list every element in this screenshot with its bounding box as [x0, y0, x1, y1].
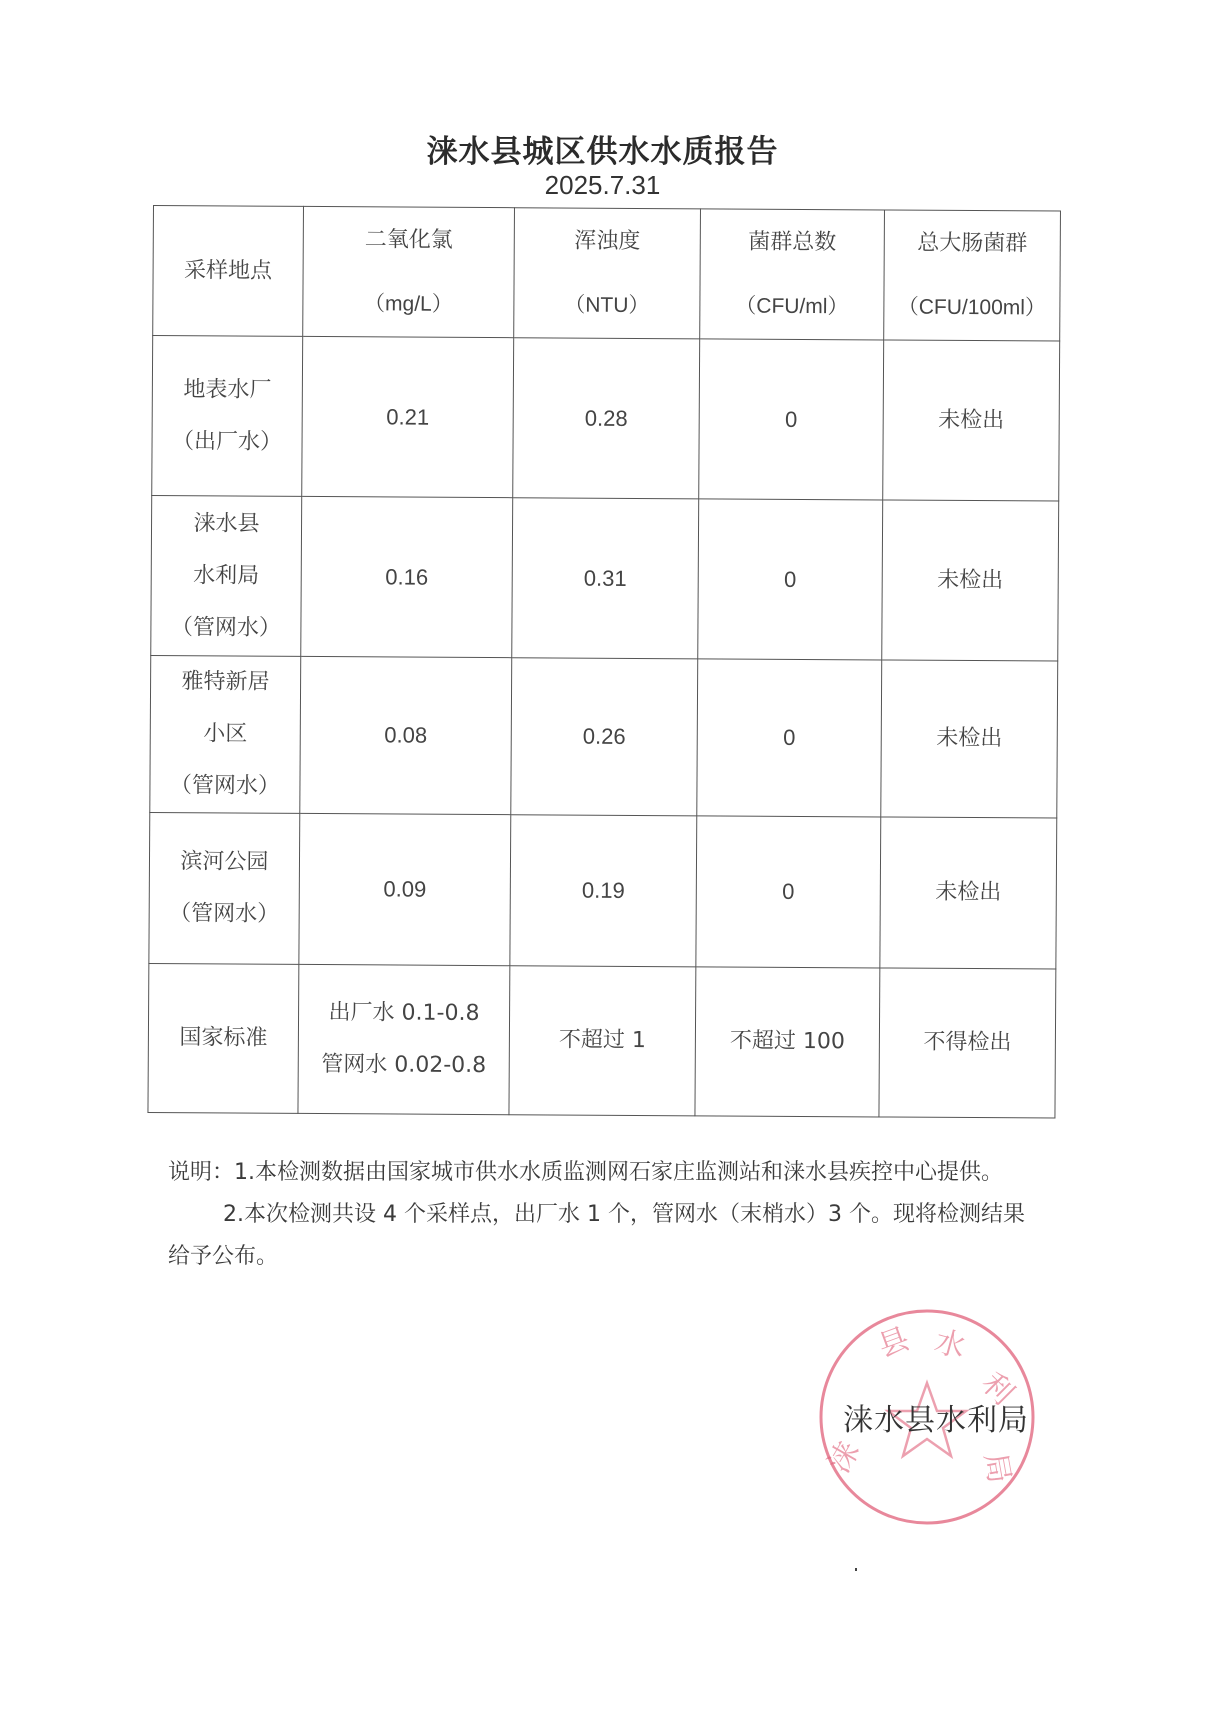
svg-text:水: 水	[930, 1323, 969, 1366]
header-unit: （CFU/ml）	[735, 294, 849, 318]
table-row	[152, 336, 1060, 502]
svg-text:局: 局	[977, 1450, 1017, 1486]
chlorine-dioxide-value: 0.09	[299, 813, 511, 965]
header-coliform	[884, 210, 1061, 341]
total-bacteria-value: 0	[699, 339, 884, 500]
svg-text:县: 县	[873, 1321, 914, 1365]
location-cell: 涞水县 水利局 （管网水）	[151, 495, 302, 656]
header-unit: （CFU/100ml）	[897, 295, 1047, 319]
total-bacteria-value: 0	[696, 816, 881, 968]
location-cell: 地表水厂 （出厂水）	[152, 336, 303, 497]
header-name: 菌群总数	[748, 229, 837, 255]
standard-coliform: 不得检出	[879, 968, 1056, 1118]
notes-section	[168, 1152, 1038, 1278]
standard-label: 国家标准	[148, 963, 299, 1113]
issuer-signature: 涞水县水利局	[843, 1403, 1029, 1438]
header-chlorine-dioxide	[303, 206, 515, 337]
svg-text:利: 利	[974, 1365, 1021, 1412]
standard-turbidity: 不超过 1	[509, 966, 696, 1116]
svg-text:涞: 涞	[821, 1435, 867, 1479]
table-header-row	[153, 206, 1061, 342]
total-bacteria-value: 0	[697, 659, 882, 817]
coliform-value: 未检出	[882, 500, 1059, 661]
water-quality-table	[147, 205, 1061, 1119]
chlorine-dioxide-value: 0.21	[302, 336, 514, 497]
note-2: 2.本次检测共设 4 个采样点，出厂水 1 个，管网水（末梢水）3 个。现将检测结果给予公布。	[168, 1202, 1025, 1269]
header-sampling-location: 采样地点	[153, 206, 304, 337]
turbidity-value: 0.28	[513, 338, 700, 499]
note-1: 说明：1.本检测数据由国家城市供水水质监测网石家庄监测站和涞水县疾控中心提供。	[168, 1160, 1003, 1185]
location-cell: 滨河公园 （管网水）	[149, 812, 300, 964]
coliform-value: 未检出	[881, 660, 1058, 818]
chlorine-dioxide-value: 0.08	[300, 656, 512, 814]
header-turbidity	[514, 208, 701, 339]
header-unit: （NTU）	[564, 293, 650, 317]
header-total-bacteria	[700, 209, 885, 340]
header-unit: （mg/L）	[363, 291, 453, 316]
header-name: 二氧化氯	[364, 226, 453, 253]
standard-chlorine-dioxide: 出厂水 0.1-0.8 管网水 0.02-0.8	[298, 964, 510, 1114]
report-date: 2025.7.31	[544, 170, 661, 200]
header-name: 总大肠菌群	[917, 230, 1028, 256]
chlorine-dioxide-value: 0.16	[301, 496, 513, 657]
total-bacteria-value: 0	[698, 499, 883, 660]
location-cell: 雅特新居 小区 （管网水）	[150, 655, 301, 813]
coliform-value: 未检出	[880, 817, 1057, 969]
standard-row	[148, 963, 1056, 1118]
table-row	[150, 655, 1058, 818]
table-row	[151, 495, 1059, 661]
header-name: 浑浊度	[574, 228, 641, 254]
table-row	[149, 812, 1057, 969]
turbidity-value: 0.31	[512, 498, 699, 659]
scan-speck	[855, 1568, 857, 1571]
document-title: 涞水县城区供水水质报告	[426, 134, 779, 170]
turbidity-value: 0.26	[511, 658, 698, 816]
coliform-value: 未检出	[883, 340, 1060, 501]
standard-total-bacteria: 不超过 100	[695, 967, 880, 1117]
turbidity-value: 0.19	[510, 815, 697, 967]
